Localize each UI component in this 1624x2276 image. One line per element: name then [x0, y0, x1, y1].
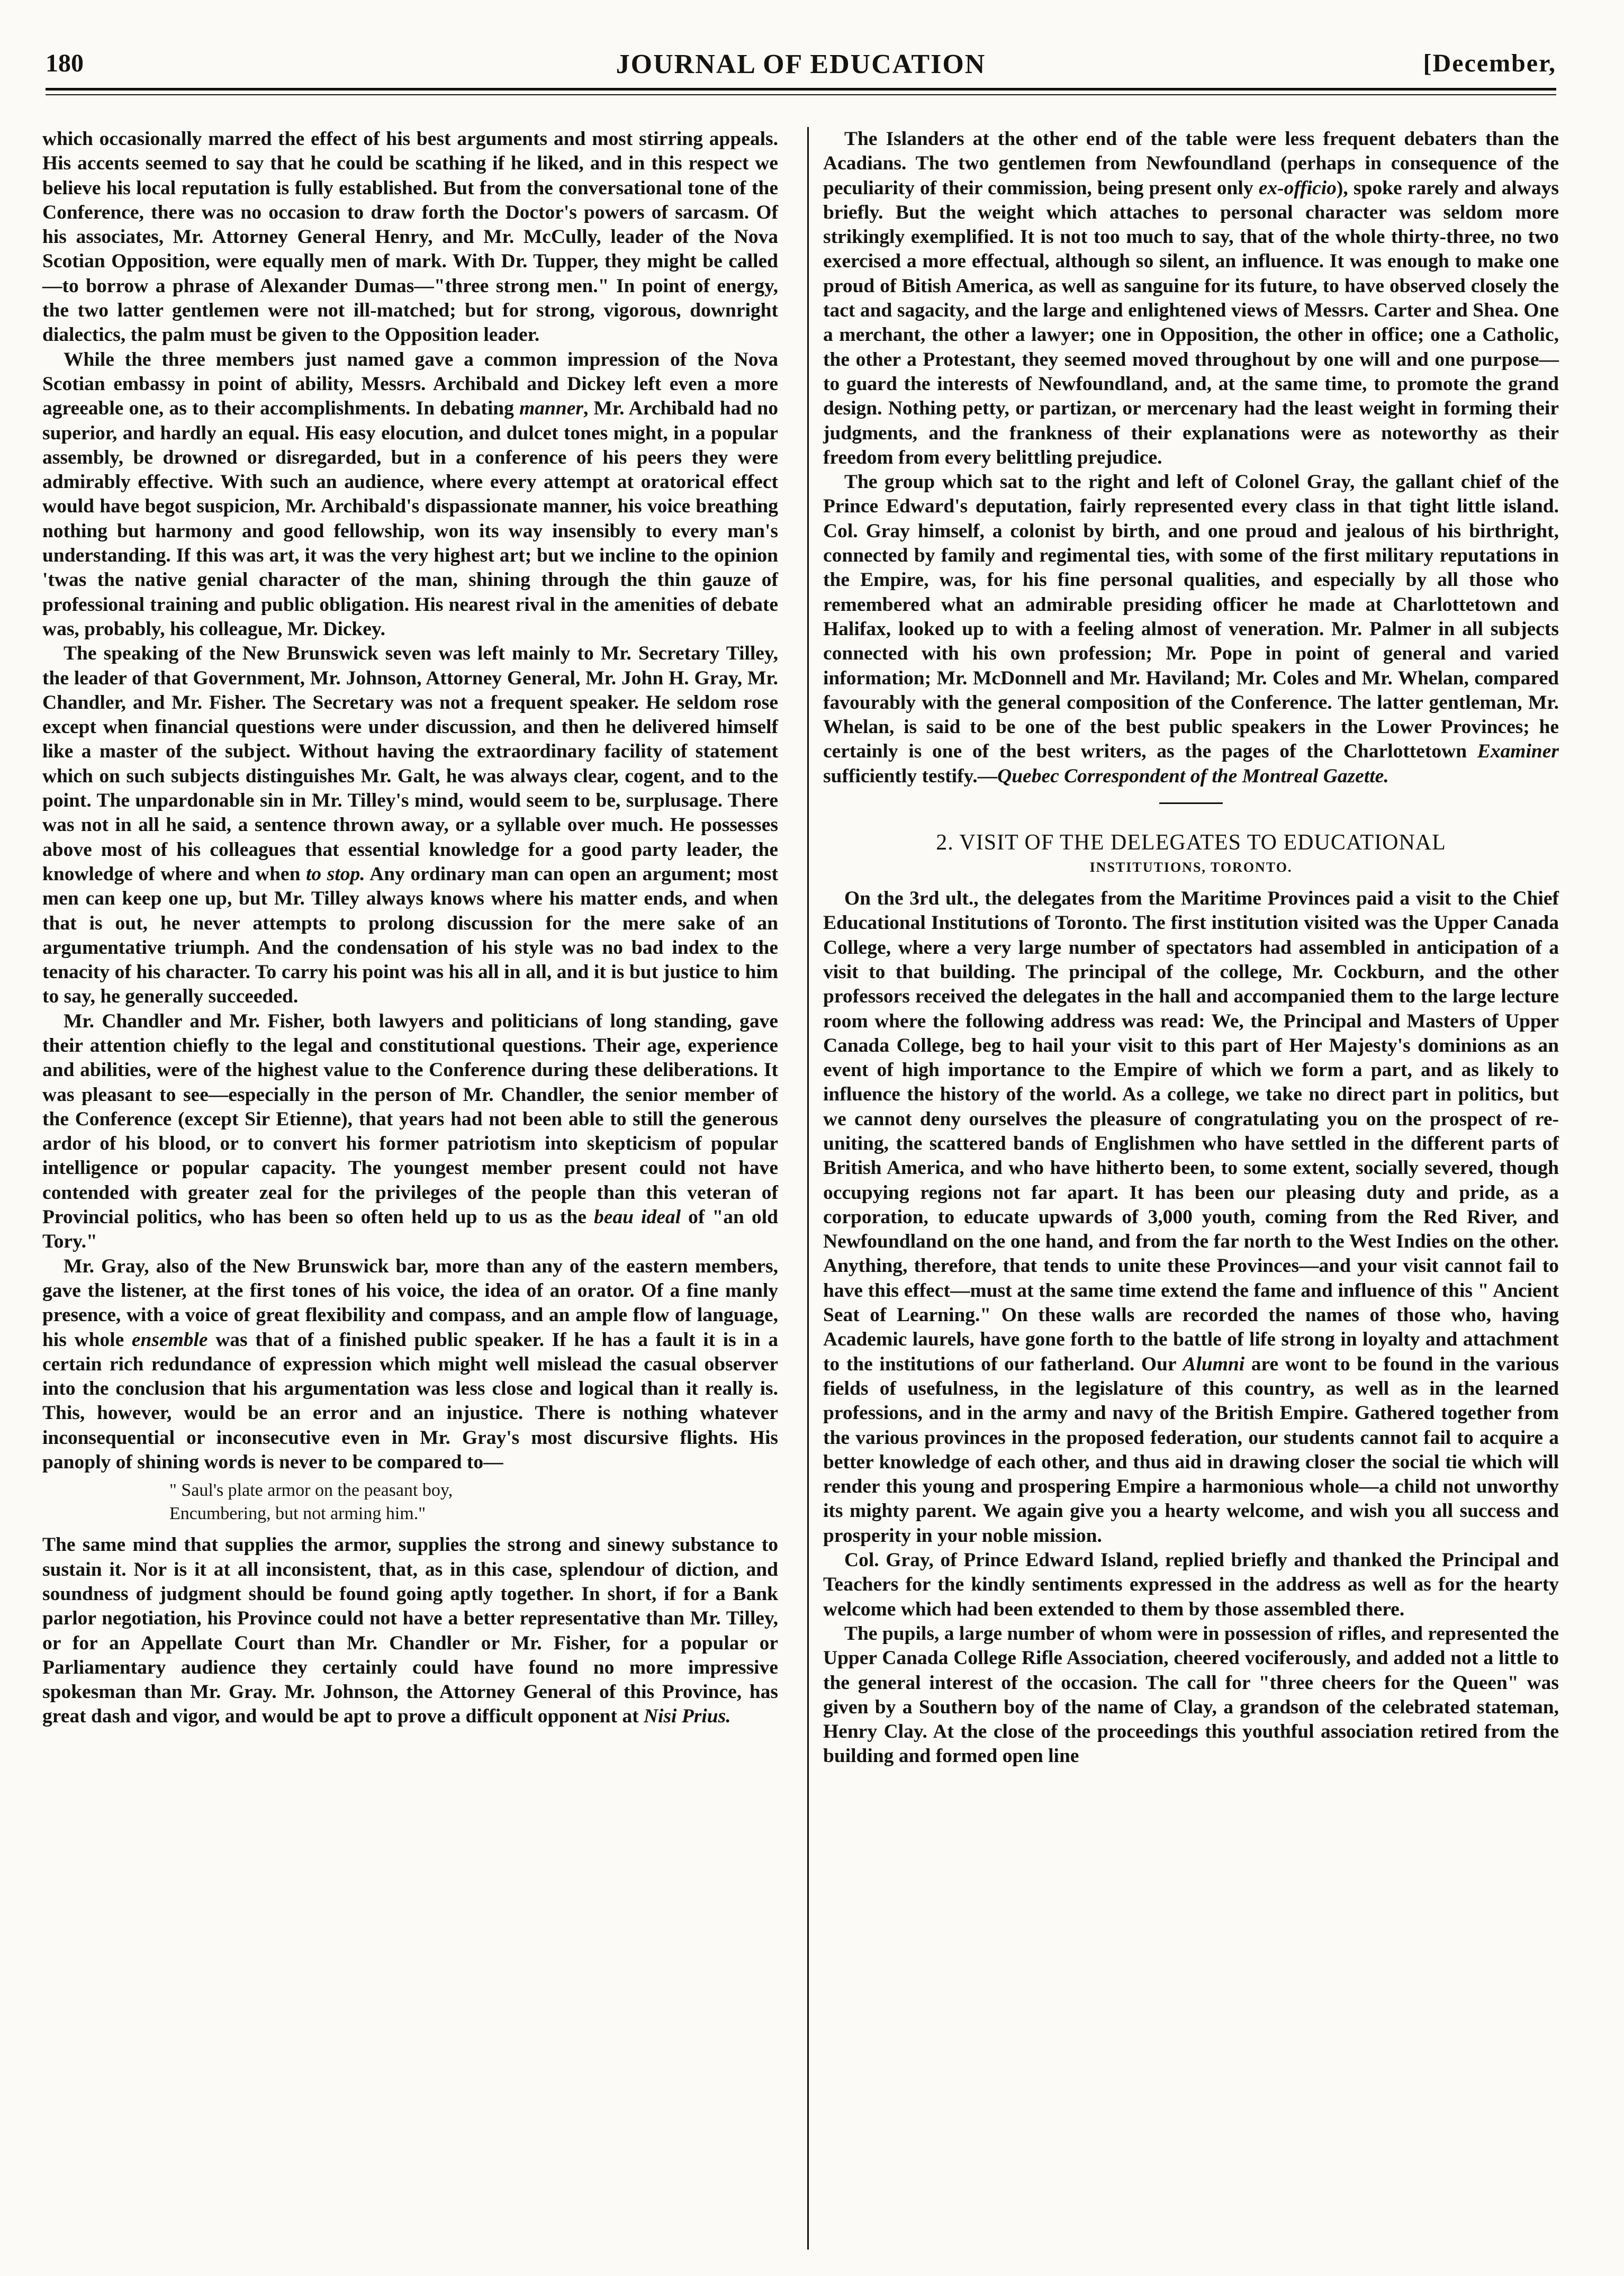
- header-rule-thin: [46, 94, 1556, 95]
- paragraph: Col. Gray, of Prince Edward Island, replied briefly and thanked the Principal and Teachers for the kindly sentiments expressed in the address as well as for the hearty welcome which had been extended to them by those assembled there.: [823, 1549, 1559, 1620]
- issue-month: [December,: [1423, 49, 1556, 77]
- right-column: [823, 127, 1559, 1769]
- paragraph: The Islanders at the other end of the table were less frequent debaters than the Acadians. The two gentlemen from Newfoundland (perhaps in consequence of the peculiarity of their commission, being present only ex-officio), spoke rarely and always briefly. But the weight which attaches to personal character was seldom more strikingly exemplified. It is not too much to say, that of the whole thirty-three, no two exercised a more effectual, although so silent, an influence. It was enough to make one proud of Bitish America, as well as sanguine for its future, to have observed closely the tact and sagacity, and the large and enlightened views of Messrs. Carter and Shea. One a merchant, the other a lawyer; one in Opposition, the other in office; one a Catholic, the other a Protestant, they seemed moved throughout by one will and one purpose—to guard the interests of Newfoundland, and, at the same time, to promote the grand design. Nothing petty, or partizan, or mercenary had the least weight in forming their judgments, and the frankness of their explanations were as noteworthy as their freedom from every belittling prejudice.: [823, 128, 1559, 468]
- paragraph: Mr. Gray, also of the New Brunswick bar, more than any of the eastern members, gave the listener, at the first tones of his voice, the idea of an orator. Of a fine manly presence, with a voice of great flexibility and compass, and an ample flow of language, his whole ensemble was that of a finished public speaker. If he has a fault it is in a certain rich redundance of expression which might well mislead the casual observer into the conclusion that his argumentation was less close and logical than it really is. This, however, would be an error and an injustice. There is nothing whatever inconsequential or inconsecutive even in Mr. Gray's most discursive flights. His panoply of shining words is never to be compared to—: [42, 1255, 778, 1474]
- verse-quote: [42, 1479, 778, 1525]
- journal-title: JOURNAL OF EDUCATION: [616, 49, 986, 79]
- section-divider: [1159, 802, 1223, 804]
- left-column: [42, 127, 778, 1729]
- verse-line: " Saul's plate armor on the peasant boy,: [169, 1480, 453, 1501]
- header-rule-thick: [46, 88, 1556, 91]
- page-header: [46, 44, 1556, 82]
- page-number: 180: [46, 49, 84, 77]
- paragraph: The pupils, a large number of whom were in possession of rifles, and represented the Upper Canada College Rifle Association, cheered vociferously, and added not a little to the general interest of the occasion. The call for "three cheers for the Queen" was given by a Southern boy of the name of Clay, a grandson of the celebrated stateman, Henry Clay. At the close of the proceedings this youthful association retired from the building and formed open line: [823, 1622, 1559, 1767]
- section-subheading: INSTITUTIONS, TORONTO.: [1089, 860, 1293, 875]
- paragraph: The group which sat to the right and left of Colonel Gray, the gallant chief of the Prince Edward's deputation, fairly represented every class in that tight little island. Col. Gray himself, a colonist by birth, and one proud and jealous of his birthright, connected by family and regimental ties, with some of the first military reputations in the Empire, was, for his fine personal qualities, and especially by all those who remembered what an admirable presiding officer he made at Charlottetown and Halifax, looked up to with a feeling almost of veneration. Mr. Palmer in all subjects connected with his own profession; Mr. Pope in point of general and varied information; Mr. McDonnell and Mr. Haviland; Mr. Coles and Mr. Whelan, compared favourably with the general composition of the Conference. The latter gentleman, Mr. Whelan, is said to be one of the best public speakers in the Lower Provinces; he certainly is one of the best writers, as the pages of the Charlottetown Examiner sufficiently testify.—Quebec Correspondent of the Montreal Gazette.: [823, 471, 1559, 787]
- paragraph: Mr. Chandler and Mr. Fisher, both lawyers and politicians of long standing, gave their attention chiefly to the legal and constitutional questions. Their age, experience and abilities, were of the highest value to the Conference during these deliberations. It was pleasant to see—especially in the person of Mr. Chandler, the senior member of the Conference (except Sir Etienne), that years had not been able to still the generous ardor of his blood, or to convert his former patriotism into skepticism of popular intelligence or popular capacity. The youngest member present could not have contended with greater zeal for the privileges of the people than this veteran of Provincial politics, who has been so often held up to us as the beau ideal of "an old Tory.": [42, 1010, 779, 1253]
- paragraph: On the 3rd ult., the delegates from the Maritime Provinces paid a visit to the Chief Educational Institutions of Toronto. The first institution visited was the Upper Canada College, where a very large number of spectators had assembled in anticipation of a visit to that building. The principal of the college, Mr. Cockburn, and the other professors received the delegates in the hall and accompanied them to the large lecture room where the following address was read: We, the Principal and Masters of Upper Canada College, beg to hail your visit to this part of Her Majesty's dominions as an event of high importance to the Empire of which we form a part, and as likely to influence the history of the world. As a college, we take no direct part in politics, but we cannot deny ourselves the pleasure of congratulating you on the prospect of re-uniting, the scattered bands of Englishmen who have settled in the different parts of British America, and who have hitherto been, to some extent, socially severed, though occupying regions not far apart. It has been our pleasing duty and pride, as a corporation, to educate upwards of 3,000 youth, coming from the Red River, and Newfoundland on the one hand, and from the far north to the West Indies on the other. Anything, therefore, that tends to unite these Provinces—and your visit cannot fail to have this effect—must at the same time extend the fame and influence of this " Ancient Seat of Learning." On these walls are recorded the names of those who, having Academic laurels, have gone forth to the battle of life strong in loyalty and attachment to the institutions of our fatherland. Our Alumni are wont to be found in the various fields of usefulness, in the legislature of this country, as well as in the learned professions, and in the army and navy of the British Empire. Gathered together from the various provinces in the proposed federation, our students cannot fail to acquire a better knowledge of each other, and thus aid in drawing closer the social tie which will render this young and prospering Empire a harmonious whole—a child not unworthy its mighty parent. We again give you a hearty welcome, and wish you all success and prosperity in your noble mission.: [823, 888, 1559, 1547]
- paragraph: While the three members just named gave a common impression of the Nova Scotian embassy in point of ability, Messrs. Archibald and Dickey left even a more agreeable one, as to their accomplishments. In debating manner, Mr. Archibald had no superior, and hardly an equal. His easy elocution, and dulcet tones might, in a popular assembly, be drowned or disregarded, but in a conference of his peers they were admirably effective. With such an audience, where every attempt at oratorical effect would have begot suspicion, Mr. Archibald's dispassionate manner, his voice breathing nothing but harmony and good fellowship, won its way insensibly to every man's understanding. If this was art, it was the very highest art; but we incline to the opinion 'twas the native genial character of the man, shining through the thin gauze of professional training and public obligation. His nearest rival in the amenities of debate was, probably, his colleague, Mr. Dickey.: [42, 348, 778, 640]
- paragraph: which occasionally marred the effect of his best arguments and most stirring appeals. His accents seemed to say that he could be scathing if he liked, and in this respect we believe his local reputation is fully established. But from the conversational tone of the Conference, there was no occasion to draw forth the Doctor's powers of sarcasm. Of his associates, Mr. Attorney General Henry, and Mr. McCully, leader of the Nova Scotian Opposition, were equally men of mark. With Dr. Tupper, they might be called—to borrow a phrase of Alexander Dumas—"three strong men." In point of energy, the two latter gentlemen were not ill-matched; but for strong, vigorous, downright dialectics, the palm must be given to the Opposition leader.: [42, 128, 778, 346]
- section-heading: 2. VISIT OF THE DELEGATES TO EDUCATIONAL: [936, 830, 1446, 855]
- column-divider: [807, 127, 809, 2250]
- paragraph: The same mind that supplies the armor, supplies the strong and sinewy substance to sustain it. Nor is it at all inconsistent, that, as in this case, splendour of diction, and soundness of judgment should be found going aptly together. In short, if for a Bank parlor negotiation, his Province could not have a better representative than Mr. Tilley, or for an Appellate Court than Mr. Chandler or Mr. Fisher, for a popular or Parliamentary audience they certainly could have found no more impressive spokesman than Mr. Gray. Mr. Johnson, the Attorney General of this Province, has great dash and vigor, and would be apt to prove a difficult opponent at Nisi Prius.: [42, 1534, 778, 1728]
- paragraph: The speaking of the New Brunswick seven was left mainly to Mr. Secretary Tilley, the leader of that Government, Mr. Johnson, Attorney General, Mr. John H. Gray, Mr. Chandler, and Mr. Fisher. The Secretary was not a frequent speaker. He seldom rose except when financial questions were under discussion, and then he delivered himself like a master of the subject. Without having the extraordinary facility of statement which on such subjects distinguishes Mr. Galt, he was always clear, cogent, and to the point. The unpardonable sin in Mr. Tilley's mind, would seem to be, surplusage. There was not in all he said, a sentence thrown away, or a syllable over much. He possesses above most of his colleagues that essential knowledge for a good party leader, the knowledge of where and when to stop. Any ordinary man can open an argument; most men can keep one up, but Mr. Tilley always knows where his matter ends, and when that is out, he never attempts to prolong discussion for the mere sake of an argumentative triumph. And the condensation of his style was no bad index to the tenacity of his character. To carry his point was his all in all, and it is but justice to him to say, he generally succeeded.: [42, 643, 778, 1008]
- verse-line: Encumbering, but not arming him.": [169, 1504, 426, 1524]
